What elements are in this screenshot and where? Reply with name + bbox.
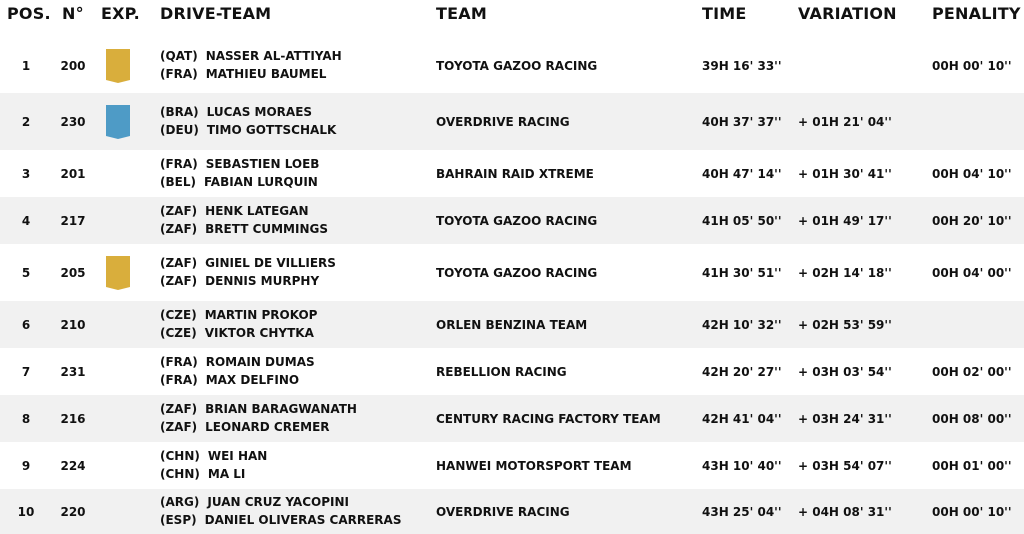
driver-name: JUAN CRUZ YACOPINI — [207, 495, 349, 509]
position-cell: 6 — [21, 317, 31, 332]
driver-nationality: (ZAF) — [160, 402, 198, 416]
driver-name: HENK LATEGAN — [205, 204, 309, 218]
driver-line — [160, 373, 299, 388]
table-header — [0, 0, 1024, 38]
driver-line — [160, 49, 342, 64]
driver-name: MATHIEU BAUMEL — [205, 67, 327, 81]
time-cell: 43H 25' 04'' — [702, 504, 782, 519]
time-cell: 40H 47' 14'' — [702, 166, 782, 181]
driver-name: MA LI — [207, 467, 246, 481]
driver-line — [160, 274, 319, 289]
drive-team-cell — [160, 197, 430, 244]
number-cell: 230 — [60, 114, 86, 129]
table-row[interactable] — [0, 197, 1024, 244]
driver-nationality: (ZAF) — [160, 274, 198, 288]
driver-nationality: (BRA) — [160, 105, 199, 119]
driver-line — [160, 175, 318, 190]
driver-name: LUCAS MORAES — [206, 105, 313, 119]
drive-team-cell — [160, 38, 430, 93]
driver-name: VIKTOR CHYTKA — [204, 326, 314, 340]
table-row[interactable] — [0, 93, 1024, 150]
table-row[interactable] — [0, 301, 1024, 348]
penalty-cell: 00H 01' 00'' — [932, 458, 1012, 473]
driver-nationality: (FRA) — [160, 67, 198, 81]
number-cell: 224 — [60, 458, 86, 473]
table-row[interactable] — [0, 244, 1024, 301]
variation-cell: + 03H 24' 31'' — [798, 411, 892, 426]
variation-cell: + 01H 21' 04'' — [798, 114, 892, 129]
header-drive-team: DRIVE-TEAM — [160, 4, 272, 23]
driver-nationality: (QAT) — [160, 49, 198, 63]
driver-nationality: (FRA) — [160, 373, 198, 387]
position-cell: 9 — [21, 458, 31, 473]
driver-name: DENNIS MURPHY — [205, 274, 320, 288]
driver-nationality: (ZAF) — [160, 256, 198, 270]
team-cell: TOYOTA GAZOO RACING — [436, 213, 598, 228]
table-row[interactable] — [0, 489, 1024, 534]
variation-cell: + 03H 54' 07'' — [798, 458, 892, 473]
header-variation: VARIATION — [798, 4, 897, 23]
number-cell: 200 — [60, 58, 86, 73]
drive-team-cell — [160, 348, 430, 395]
position-cell: 3 — [21, 166, 31, 181]
driver-line — [160, 326, 314, 341]
drive-team-cell — [160, 93, 430, 150]
driver-nationality: (CHN) — [160, 449, 200, 463]
driver-nationality: (ZAF) — [160, 204, 198, 218]
driver-line — [160, 449, 267, 464]
penalty-cell: 00H 08' 00'' — [932, 411, 1012, 426]
position-cell: 1 — [21, 58, 31, 73]
penalty-cell: 00H 00' 10'' — [932, 504, 1012, 519]
driver-line — [160, 67, 326, 82]
number-cell: 201 — [60, 166, 86, 181]
drive-team-cell — [160, 395, 430, 442]
variation-cell: + 01H 49' 17'' — [798, 213, 892, 228]
driver-nationality: (ARG) — [160, 495, 200, 509]
time-cell: 40H 37' 37'' — [702, 114, 782, 129]
header-number: N° — [62, 4, 84, 23]
team-cell: OVERDRIVE RACING — [436, 114, 570, 129]
penalty-cell: 00H 20' 10'' — [932, 213, 1012, 228]
team-cell: TOYOTA GAZOO RACING — [436, 265, 598, 280]
table-row[interactable] — [0, 442, 1024, 489]
position-cell: 8 — [21, 411, 31, 426]
driver-line — [160, 355, 315, 370]
driver-line — [160, 123, 336, 138]
team-cell: TOYOTA GAZOO RACING — [436, 58, 598, 73]
driver-name: BRIAN BARAGWANATH — [205, 402, 357, 416]
driver-nationality: (CZE) — [160, 308, 197, 322]
team-cell: ORLEN BENZINA TEAM — [436, 317, 588, 332]
driver-nationality: (CHN) — [160, 467, 200, 481]
driver-line — [160, 157, 319, 172]
table-row[interactable] — [0, 395, 1024, 442]
driver-name: MAX DELFINO — [205, 373, 300, 387]
driver-name: LEONARD CREMER — [205, 420, 330, 434]
number-cell: 216 — [60, 411, 86, 426]
driver-line — [160, 402, 357, 417]
driver-nationality: (FRA) — [160, 157, 198, 171]
driver-name: BRETT CUMMINGS — [205, 222, 328, 236]
penalty-cell: 00H 04' 10'' — [932, 166, 1012, 181]
header-team: TEAM — [436, 4, 487, 23]
table-row[interactable] — [0, 150, 1024, 197]
table-row[interactable] — [0, 38, 1024, 93]
driver-line — [160, 222, 328, 237]
drive-team-cell — [160, 489, 430, 534]
time-cell: 43H 10' 40'' — [702, 458, 782, 473]
driver-name: MARTIN PROKOP — [204, 308, 318, 322]
time-cell: 41H 30' 51'' — [702, 265, 782, 280]
driver-name: TIMO GOTTSCHALK — [206, 123, 337, 137]
position-cell: 10 — [17, 504, 35, 519]
time-cell: 41H 05' 50'' — [702, 213, 782, 228]
time-cell: 39H 16' 33'' — [702, 58, 782, 73]
driver-line — [160, 467, 245, 482]
driver-name: GINIEL DE VILLIERS — [205, 256, 336, 270]
number-cell: 217 — [60, 213, 86, 228]
position-cell: 5 — [21, 265, 31, 280]
variation-cell: + 02H 14' 18'' — [798, 265, 892, 280]
driver-line — [160, 204, 308, 219]
driver-line — [160, 513, 401, 528]
variation-cell: + 02H 53' 59'' — [798, 317, 892, 332]
driver-name: FABIAN LURQUIN — [203, 175, 318, 189]
driver-nationality: (ZAF) — [160, 222, 198, 236]
driver-line — [160, 495, 349, 510]
position-cell: 7 — [21, 364, 31, 379]
time-cell: 42H 20' 27'' — [702, 364, 782, 379]
header-pos: POS. — [7, 4, 51, 23]
number-cell: 231 — [60, 364, 86, 379]
driver-name: WEI HAN — [207, 449, 268, 463]
number-cell: 205 — [60, 265, 86, 280]
driver-nationality: (ZAF) — [160, 420, 198, 434]
driver-name: DANIEL OLIVERAS CARRERAS — [204, 513, 402, 527]
drive-team-cell — [160, 442, 430, 489]
team-cell: BAHRAIN RAID XTREME — [436, 166, 594, 181]
driver-nationality: (FRA) — [160, 355, 198, 369]
header-time: TIME — [702, 4, 747, 23]
driver-line — [160, 420, 330, 435]
team-cell: CENTURY RACING FACTORY TEAM — [436, 411, 661, 426]
drive-team-cell — [160, 150, 430, 197]
blue-experience-flag-icon — [106, 105, 130, 139]
position-cell: 4 — [21, 213, 31, 228]
table-row[interactable] — [0, 348, 1024, 395]
number-cell: 210 — [60, 317, 86, 332]
penalty-cell: 00H 00' 10'' — [932, 58, 1012, 73]
driver-name: SEBASTIEN LOEB — [205, 157, 320, 171]
team-cell: HANWEI MOTORSPORT TEAM — [436, 458, 632, 473]
driver-line — [160, 256, 336, 271]
variation-cell: + 04H 08' 31'' — [798, 504, 892, 519]
penalty-cell: 00H 02' 00'' — [932, 364, 1012, 379]
header-penalty: PENALITY — [932, 4, 1021, 23]
driver-line — [160, 308, 317, 323]
variation-cell: + 01H 30' 41'' — [798, 166, 892, 181]
driver-nationality: (DEU) — [160, 123, 199, 137]
driver-name: ROMAIN DUMAS — [205, 355, 315, 369]
variation-cell: + 03H 03' 54'' — [798, 364, 892, 379]
gold-experience-flag-icon — [106, 256, 130, 290]
driver-nationality: (CZE) — [160, 326, 197, 340]
team-cell: OVERDRIVE RACING — [436, 504, 570, 519]
position-cell: 2 — [21, 114, 31, 129]
driver-nationality: (BEL) — [160, 175, 196, 189]
penalty-cell: 00H 04' 00'' — [932, 265, 1012, 280]
driver-name: NASSER AL-ATTIYAH — [205, 49, 342, 63]
drive-team-cell — [160, 244, 430, 301]
number-cell: 220 — [60, 504, 86, 519]
drive-team-cell — [160, 301, 430, 348]
driver-nationality: (ESP) — [160, 513, 197, 527]
header-experience: EXP. — [101, 4, 140, 23]
time-cell: 42H 10' 32'' — [702, 317, 782, 332]
driver-line — [160, 105, 312, 120]
team-cell: REBELLION RACING — [436, 364, 567, 379]
time-cell: 42H 41' 04'' — [702, 411, 782, 426]
gold-experience-flag-icon — [106, 49, 130, 83]
